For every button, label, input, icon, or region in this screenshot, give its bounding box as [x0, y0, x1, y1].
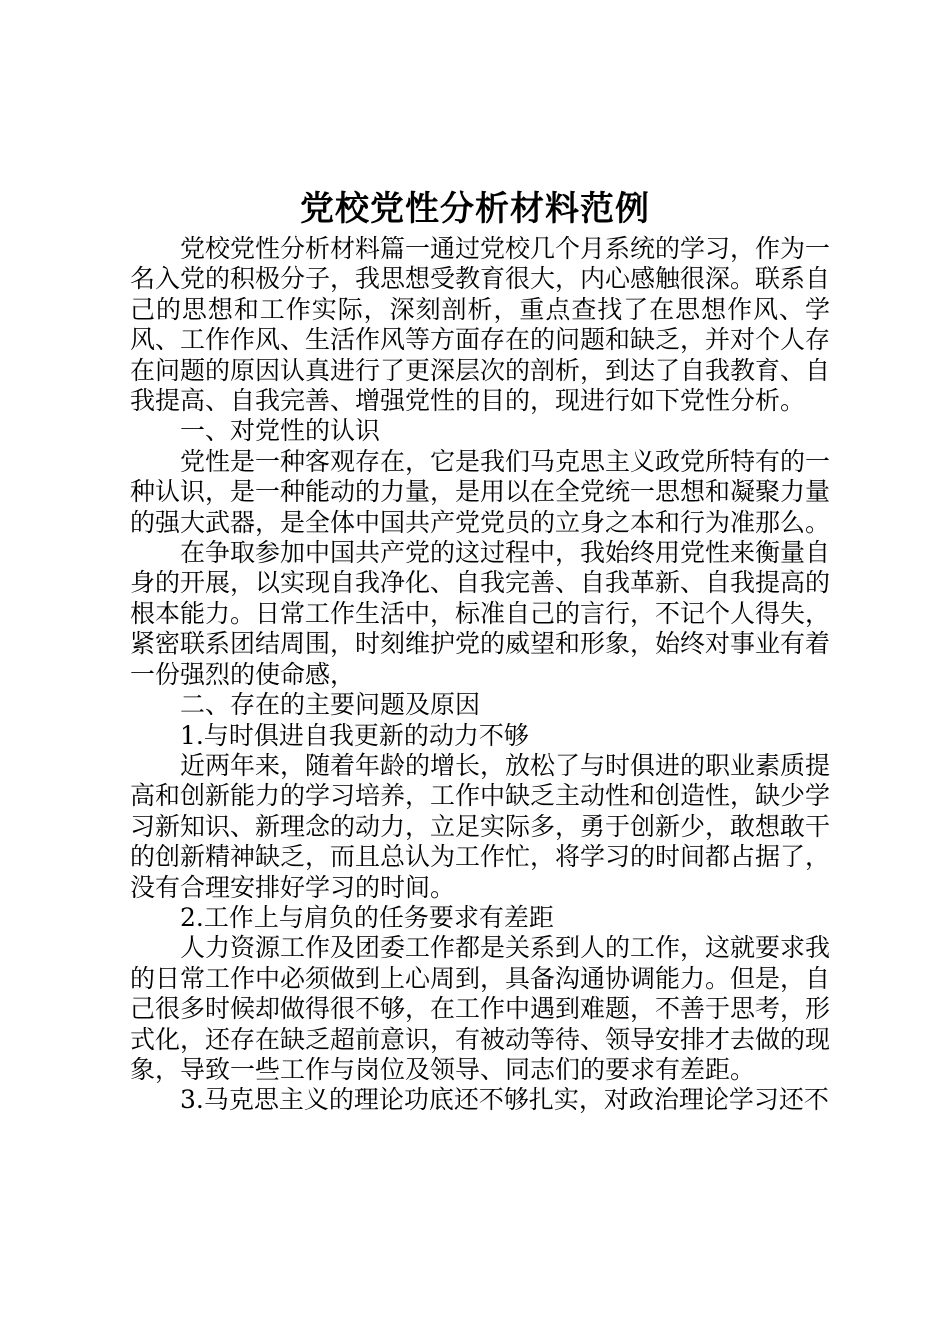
paragraph-self-measure: 在争取参加中国共产党的这过程中，我始终用党性来衡量自身的开展，以实现自我净化、自我完善、自我革新、自我提高的根本能力。日常工作生活中，标准自己的言行，不记个人得失，紧密联系团结周围，时刻维护党的威望和形象，始终对事业有着一份强烈的使命感， [130, 538, 831, 689]
paragraph-item-1: 近两年来，随着年龄的增长，放松了与时俱进的职业素质提高和创新能力的学习培养，工作中缺乏主动性和创造性，缺少学习新知识、新理念的动力，立足实际多，勇于创新少，敢想敢干的创新精神缺乏，而且总认为工作忙，将学习的时间都占据了，没有合理安排好学习的时间。 [130, 750, 831, 902]
subheading-item-2: 2.工作上与肩负的任务要求有差距 [180, 902, 554, 932]
subheading-item-3: 3.马克思主义的理论功底还不够扎实，对政治理论学习还不 [180, 1085, 829, 1115]
document-body [130, 234, 830, 1116]
paragraph-party-spirit: 党性是一种客观存在，它是我们马克思主义政党所特有的一种认识，是一种能动的力量，是用以在全党统一思想和凝聚力量的强大武器，是全体中国共产党党员的立身之本和行为准那么。 [130, 446, 831, 537]
heading-section-1: 一、对党性的认识 [180, 416, 381, 446]
paragraph-intro: 党校党性分析材料篇一通过党校几个月系统的学习，作为一名入党的积极分子，我思想受教育很大，内心感触很深。联系自己的思想和工作实际，深刻剖析，重点查找了在思想作风、学风、工作作风、生活作风等方面存在的问题和缺乏，并对个人存在问题的原因认真进行了更深层次的剖析，到达了自我教育、自我提高、自我完善、增强党性的目的，现进行如下党性分析。 [130, 234, 831, 416]
subheading-item-1: 1.与时俱进自我更新的动力不够 [180, 720, 529, 750]
heading-section-2: 二、存在的主要问题及原因 [180, 690, 481, 720]
document-title: 党校党性分析材料范例 [300, 189, 650, 229]
paragraph-item-2: 人力资源工作及团委工作都是关系到人的工作，这就要求我的日常工作中必须做到上心周到，具备沟通协调能力。但是，自己很多时候却做得很不够，在工作中遇到难题，不善于思考，形式化，还存在缺乏超前意识，有被动等待、领导安排才去做的现象，导致一些工作与岗位及领导、同志们的要求有差距。 [130, 933, 831, 1084]
